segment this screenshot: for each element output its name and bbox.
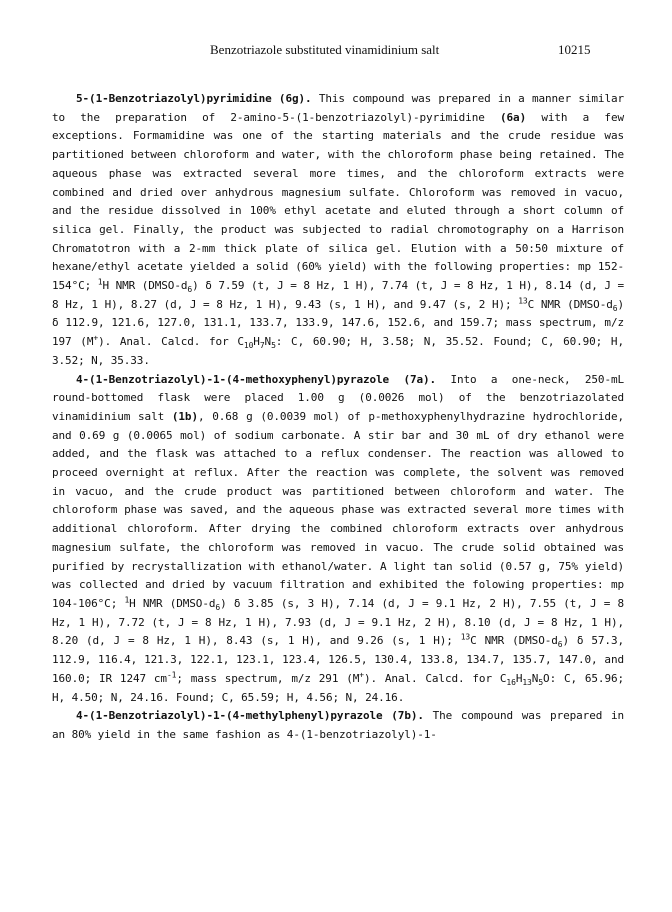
formula-subscript: 16 xyxy=(506,677,516,687)
compound-reference: (1b) xyxy=(171,409,198,423)
body-text-span: This compound was prepared in a manner similar to the preparation of 2-amino-5-(1-benzotriazolyl)-pyrimidine xyxy=(52,92,625,124)
formula-element: H xyxy=(253,335,260,349)
body-text-span: ). Anal. Calcd. for C xyxy=(98,335,244,349)
compound-reference: (6a) xyxy=(500,110,527,124)
paragraph-compound-6g xyxy=(52,90,624,371)
paragraph-compound-7a xyxy=(52,371,624,708)
compound-heading: 4-(1-Benzotriazolyl)-1-(4-methylphenyl)pyrazole (7b). xyxy=(76,709,424,723)
body-text-span: H NMR (DMSO-d xyxy=(102,279,188,293)
charge-superscript: + xyxy=(93,333,99,343)
body-text-span: C NMR (DMSO-d xyxy=(470,634,558,648)
body-text-span: , 0.68 g (0.0039 mol) of p-methoxyphenylhydrazine hydrochloride, and 0.69 g (0.0065 mol) of sodium carbonate. A stir bar and 30 mL of dry ethanol were added, and the flask was attached to a reflux condenser. The reaction was allowed to proceed overnight at reflux. After the reaction was complete, the solvent was removed in vacuo, and the crude product was partitioned between chloroform and water. The chloroform phase was saved, and the aqueous phase was extracted several more times with additional chloroform. After drying the combined chloroform extracts over anhydrous magnesium sulfate, the chloroform was removed in vacuo. The crude solid obtained was purified by recrystallization with ethanol/water. A light tan solid (0.57 g, 75% yield) was collected and dried by vacuum filtration and exhibited the folowing properties: mp 104-106°C; xyxy=(52,409,625,610)
isotope-superscript: 13 xyxy=(460,632,471,642)
formula-element: O xyxy=(543,671,550,685)
body-text-span: ) δ 7.59 (t, J = 8 Hz, 1 H), 7.74 (t, J = 8 Hz, 1 H), 8.14 (d, J = 8 Hz, 1 H), 8.27 (d, J = 8 Hz, 1 H), 9.43 (s, 1 H), and 9.47 (s, 2 H); xyxy=(52,279,624,311)
formula-element: H xyxy=(515,671,523,685)
formula-subscript: 13 xyxy=(522,677,532,687)
body-text-span: C NMR (DMSO-d xyxy=(527,297,613,311)
subscript: 6 xyxy=(557,640,563,650)
body-text-span: : C, 65.96; H, 4.50; N, 24.16. Found; C, 65.59; H, 4.56; N, 24.16. xyxy=(52,671,625,704)
subscript: 6 xyxy=(187,285,193,295)
body-text-span: ) δ 3.85 (s, 3 H), 7.14 (d, J = 9.1 Hz, 2 H), 7.55 (t, J = 8 Hz, 1 H), 7.72 (t, J = 8 Hz, 1 H), 7.93 (d, J = 9.1 Hz, 2 H), 8.10 (d, J = 8 Hz, 1 H), 8.20 (d, J = 8 Hz, 1 H), 8.43 (s, 1 H), and 9.26 (s, 1 H); xyxy=(52,596,625,648)
isotope-superscript: 1 xyxy=(124,595,130,605)
charge-superscript: + xyxy=(359,670,364,680)
compound-heading: 4-(1-Benzotriazolyl)-1-(4-methoxyphenyl)pyrazole (7a). xyxy=(76,372,437,386)
page-number: 10215 xyxy=(558,42,591,57)
formula-subscript: 10 xyxy=(243,341,254,351)
unit-superscript: -1 xyxy=(166,670,177,680)
paragraph-compound-7b xyxy=(52,707,624,744)
body-text-span: Into a one-neck, 250-mL round-bottomed flask were placed 1.00 g (0.0026 mol) of the benzotriazolated vinamidinium salt xyxy=(52,372,625,423)
running-title: Benzotriazole substituted vinamidinium salt xyxy=(210,42,440,57)
formula-element: N xyxy=(264,335,272,349)
body-text-span: ; mass spectrum, m/z 291 (M xyxy=(176,671,360,685)
body-text-span: ). Anal. Calcd. for C xyxy=(363,671,507,685)
body-text-span: H NMR (DMSO-d xyxy=(129,596,216,610)
isotope-superscript: 1 xyxy=(97,277,103,287)
body-text-span: ) δ 57.3, 112.9, 116.4, 121.3, 122.1, 123.1, 123.4, 126.5, 130.4, 133.8, 134.7, 135.7, 147.0, and 160.0; IR 1247 cm xyxy=(52,634,624,685)
article-body xyxy=(52,90,624,745)
formula-subscript: 5 xyxy=(271,341,276,351)
subscript: 6 xyxy=(215,603,221,613)
formula-subscript: 5 xyxy=(538,677,544,687)
body-text-span: with a few exceptions. Formamidine was one of the starting materials and the crude residue was partitioned between chloroform and water, with the chloroform phase being retained. The aqueous phase was extracted several more times, and the chloroform extracts were combined and dried over anhydrous magnesium sulfate. Chloroform was removed in vacuo, and the residue dissolved in 100% ethyl acetate and eluted through a short column of silica gel. Finally, the product was subjected to radial chromotography on a Harrison Chromatotron with a 2-mm thick plate of silica gel. Elution with a 50:50 mixture of hexane/ethyl acetate yielded a solid (60% yield) with the following properties: mp 152-154°C; xyxy=(52,110,624,293)
running-header xyxy=(0,42,672,62)
body-text-span: The compound was prepared in an 80% yield in the same fashion as 4-(1-benzotriazolyl)-1- xyxy=(52,709,624,741)
isotope-superscript: 13 xyxy=(518,296,528,306)
subscript: 6 xyxy=(612,303,618,313)
formula-element: N xyxy=(531,671,539,685)
compound-heading: 5-(1-Benzotriazolyl)pyrimidine (6g). xyxy=(76,92,312,105)
body-text-span: : C, 60.90; H, 3.58; N, 35.52. Found; C, 60.90; H, 3.52; N, 35.33. xyxy=(52,335,624,367)
body-text-span: ) δ 112.9, 121.6, 127.0, 131.1, 133.7, 133.9, 147.6, 152.6, and 159.7; mass spectrum, m/z 197 (M xyxy=(52,297,624,349)
formula-subscript: 7 xyxy=(259,341,265,351)
